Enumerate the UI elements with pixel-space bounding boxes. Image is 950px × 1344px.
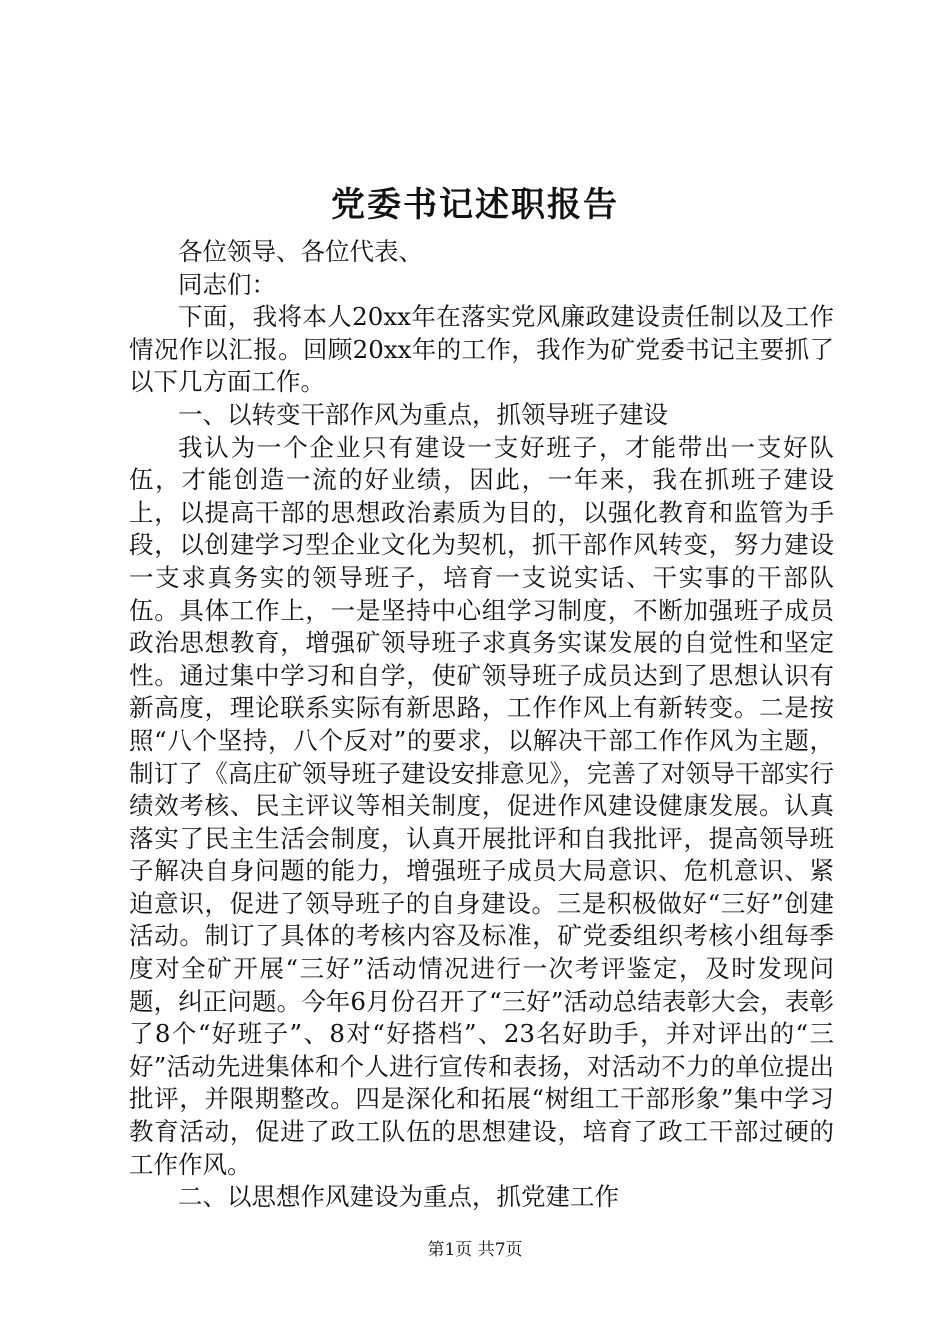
document-title: 党委书记述职报告 (331, 185, 619, 225)
section-heading-1: 一、以转变干部作风为重点，抓领导班子建设 (178, 399, 668, 429)
intro-paragraph: 下面，我将本人20xx年在落实党风廉政建设责任制以及工作情况作以汇报。回顾20xx年的工作，我作为矿党委书记主要抓了以下几方面工作。 (129, 302, 834, 397)
salutation-line-1: 各位领导、各位代表、 (178, 237, 423, 266)
document-body (129, 236, 834, 1214)
salutation-line-2: 同志们： (178, 269, 276, 299)
body-paragraph: 我认为一个企业只有建设一支好班子，才能带出一支好队伍，才能创造一流的好业绩，因此，一年来，我在抓班子建设上，以提高干部的思想政治素质为目的，以强化教育和监管为手段，以创建学习型企业文化为契机，抓干部作风转变，努力建设一支求真务实的领导班子，培育一支说实话、干实事的干部队伍。具体工作上，一是坚持中心组学习制度，不断加强班子成员政治思想教育，增强矿领导班子求真务实谋发展的自觉性和坚定性。通过集中学习和自学，使矿领导班子成员达到了思想认识有新高度，理论联系实际有新思路，工作作风上有新转变。二是按照“八个坚持，八个反对”的要求，以解决干部工作作风为主题，制订了《高庄矿领导班子建设安排意见》，完善了对领导干部实行绩效考核、民主评议等相关制度，促进作风建设健康发展。认真落实了民主生活会制度，认真开展批评和自我批评，提高领导班子解决自身问题的能力，增强班子成员大局意识、危机意识、紧迫意识，促进了领导班子的自身建设。三是积极做好“三好”创建活动。制订了具体的考核内容及标准，矿党委组织考核小组每季度对全矿开展“三好”活动情况进行一次考评鉴定，及时发现问题，纠正问题。今年6月份召开了“三好”活动总结表彰大会，表彰了8个“好班子”、8对“好搭档”、23名好助手，并对评出的“三好”活动先进集体和个人进行宣传和表扬，对活动不力的单位提出批评，并限期整改。四是深化和拓展“树组工干部形象”集中学习教育活动，促进了政工队伍的思想建设，培育了政工干部过硬的工作作风。 (129, 432, 834, 1179)
page-footer: 第1页 共7页 (427, 1240, 523, 1260)
section-heading-2: 二、以思想作风建设为重点，抓党建工作 (178, 1182, 619, 1212)
